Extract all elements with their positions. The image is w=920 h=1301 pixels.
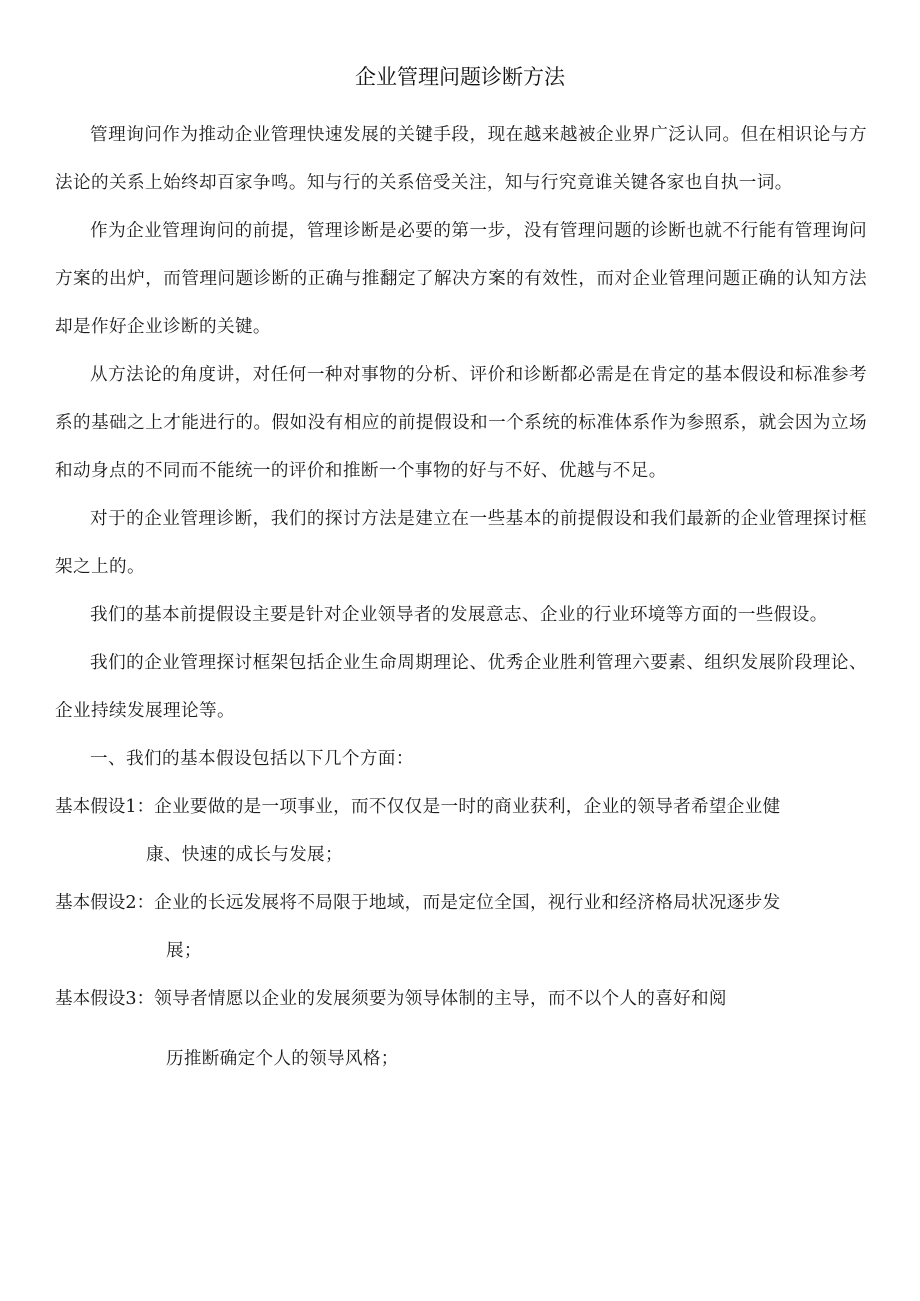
assumption-label: 基本假设2： bbox=[55, 893, 155, 913]
paragraph: 从方法论的角度讲，对任何一种对事物的分析、评价和诊断都必需是在肯定的基本假设和标准参考系的基础之上才能进行的。假如没有相应的前提假设和一个系统的标准体系作为参照系，就会因为立场和动身点的不同而不能统一的评价和推断一个事物的好与不好、优越与不足。 bbox=[55, 365, 867, 481]
assumption-item bbox=[55, 783, 867, 831]
document-title: 企业管理问题诊断方法 bbox=[355, 65, 565, 89]
paragraph: 作为企业管理询问的前提，管理诊断是必要的第一步，没有管理问题的诊断也就不行能有管理询问方案的出炉，而管理问题诊断的正确与推翻定了解决方案的有效性，而对企业管理问题正确的认知方法却是作好企业诊断的关键。 bbox=[55, 221, 867, 337]
section-heading: 一、我们的基本假设包括以下几个方面： bbox=[90, 749, 414, 769]
paragraph: 我们的基本前提假设主要是针对企业领导者的发展意志、企业的行业环境等方面的一些假设。 bbox=[90, 605, 828, 625]
assumption-text: 企业的长远发展将不局限于地域，而是定位全国，视行业和经济格局状况逐步发 bbox=[154, 893, 781, 913]
assumption-text: 企业要做的是一项事业，而不仅仅是一时的商业获利，企业的领导者希望企业健 bbox=[154, 797, 781, 817]
paragraph: 对于的企业管理诊断，我们的探讨方法是建立在一些基本的前提假设和我们最新的企业管理探讨框架之上的。 bbox=[55, 509, 867, 577]
assumption-continuation: 展； bbox=[166, 941, 202, 961]
paragraph: 管理询问作为推动企业管理快速发展的关键手段，现在越来越被企业界广泛认同。但在相识论与方法论的关系上始终却百家争鸣。知与行的关系倍受关注，知与行究竟谁关键各家也自执一词。 bbox=[55, 125, 867, 193]
assumption-text: 领导者情愿以企业的发展须要为领导体制的主导，而不以个人的喜好和阅 bbox=[154, 989, 727, 1009]
assumption-label: 基本假设3： bbox=[55, 989, 155, 1009]
assumption-continuation: 康、快速的成长与发展； bbox=[146, 845, 343, 865]
assumption-item bbox=[55, 975, 867, 1023]
assumption-label: 基本假设1： bbox=[55, 797, 155, 817]
assumption-continuation: 历推断确定个人的领导风格； bbox=[166, 1049, 399, 1069]
assumption-item bbox=[55, 879, 867, 927]
document-body bbox=[55, 111, 867, 1083]
paragraph: 我们的企业管理探讨框架包括企业生命周期理论、优秀企业胜利管理六要素、组织发展阶段理论、企业持续发展理论等。 bbox=[55, 653, 867, 721]
